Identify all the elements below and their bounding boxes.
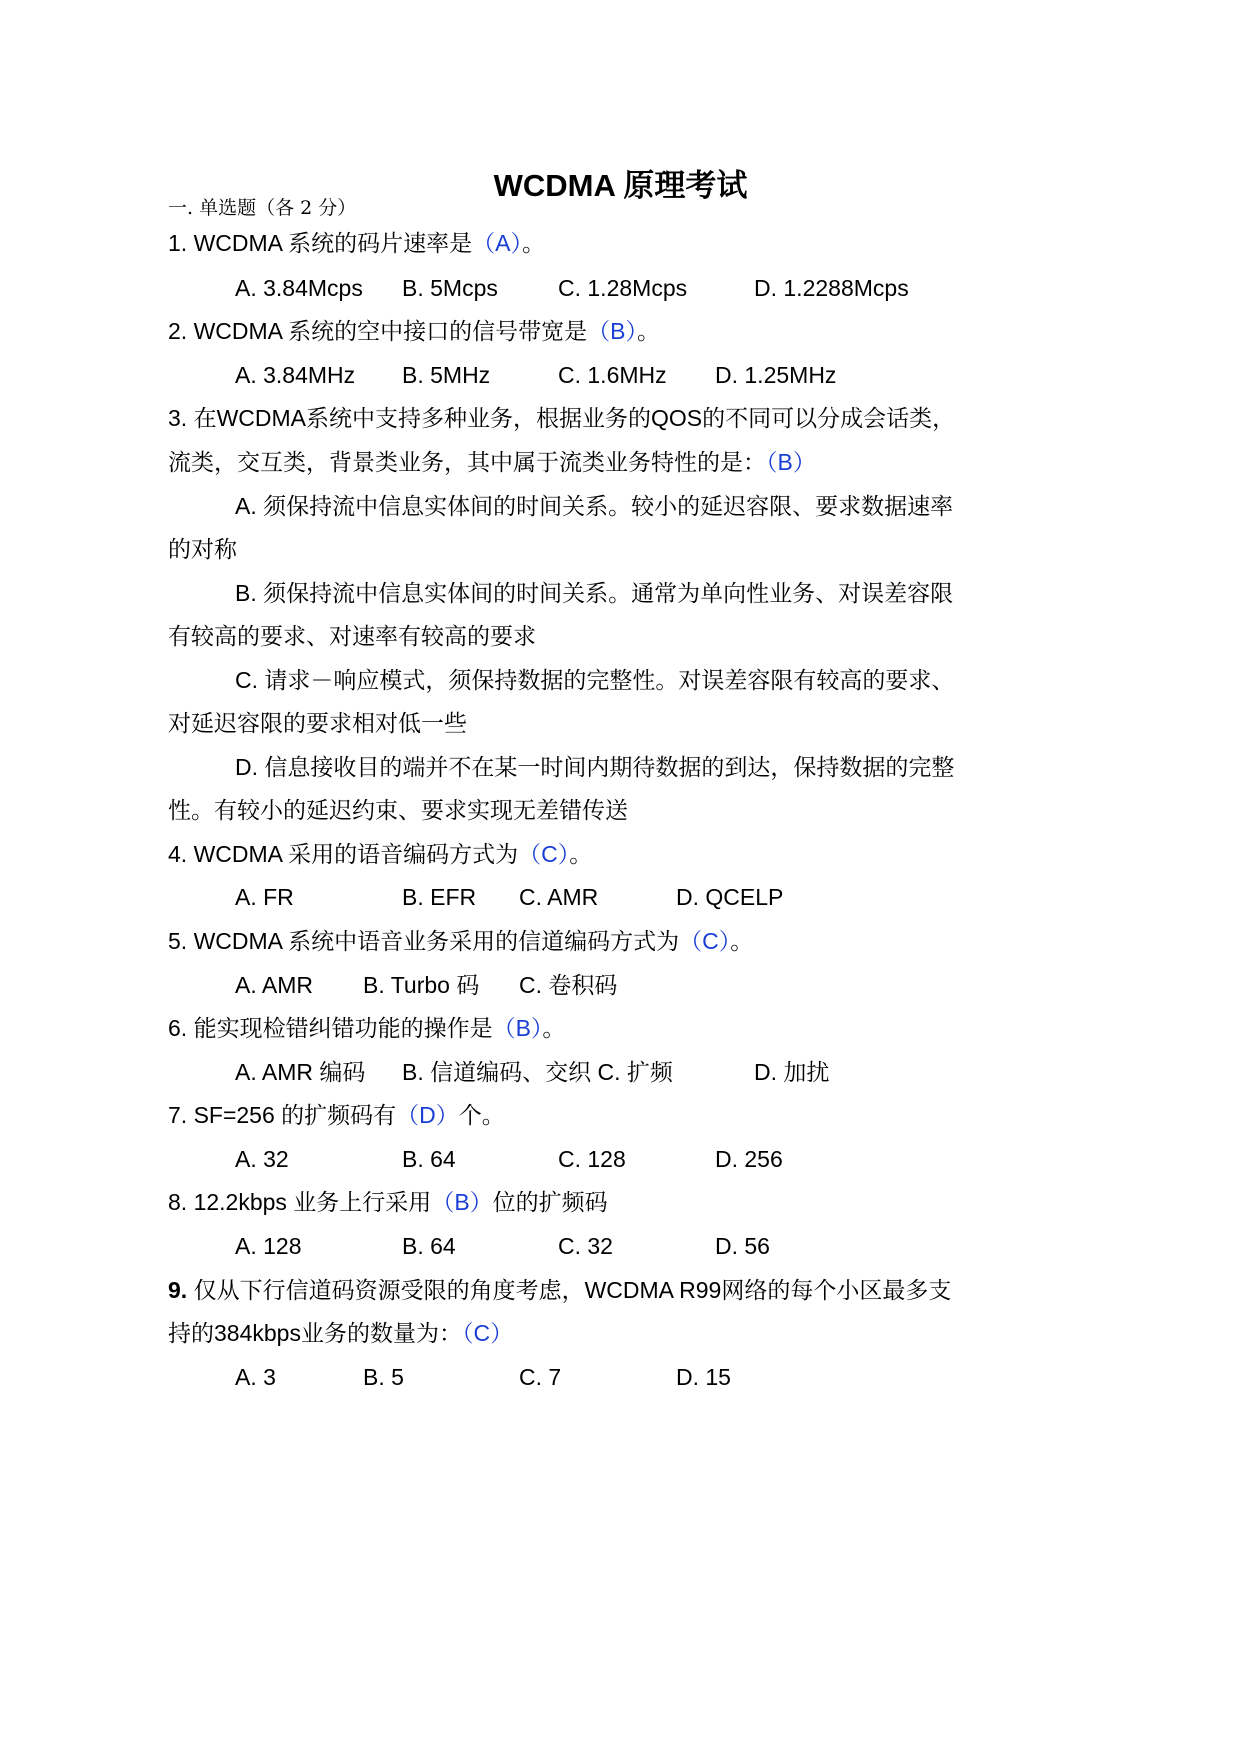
answer-paren-left: （ [431,1189,455,1215]
question-1 [168,228,545,258]
q7-option-d: D. 256 [715,1146,783,1172]
section-header: 一. 单选题（各 2 分） [168,197,357,219]
q3-option-d-line-1: D. 信息接收目的端并不在某一时间内期待数据的到达，保持数据的完整 [235,754,955,780]
question-1-tail: 。 [521,230,545,256]
question-2-answer: B [610,318,626,344]
q4-option-c: C. AMR [519,884,599,910]
question-8 [168,1187,608,1217]
answer-paren-right: ） [792,449,816,475]
q8-option-d: D. 56 [715,1233,770,1259]
q5-option-a: A. AMR [235,972,313,998]
q1-option-c: C. 1.28Mcps [558,275,688,301]
answer-paren-right: ） [469,1189,493,1215]
question-5-answer: C [702,928,719,954]
answer-paren-left: （ [472,230,496,256]
q4-option-d: D. QCELP [676,884,784,910]
q3-option-b-line-2: 有较高的要求、对速率有较高的要求 [168,623,536,649]
q7-option-b: B. 64 [402,1146,456,1172]
question-2 [168,316,660,346]
answer-paren-left: （ [766,449,778,475]
question-9-stem: 仅从下行信道码资源受限的角度考虑，WCDMA R99网络的每个小区最多支 [193,1277,952,1303]
q2-option-d: D. 1.25MHz [715,362,837,388]
question-7-answer: D [419,1102,436,1128]
answer-paren-right: ） [718,928,731,954]
q5-option-c: C. 卷积码 [519,972,618,998]
q5-option-b: B. Turbo 码 [363,972,480,998]
answer-paren-right: ） [530,1015,543,1041]
question-5-tail: 。 [730,928,754,954]
answer-paren-left: （ [518,841,542,867]
q2-option-b: B. 5MHz [402,362,491,388]
question-6 [168,1013,565,1043]
question-7-stem: 7. SF=256 的扩频码有 [168,1102,397,1128]
question-4-stem: 4. WCDMA 采用的语音编码方式为 [168,841,519,867]
answer-paren-left: （ [587,318,611,344]
question-3-answer: B [777,449,793,475]
answer-paren-left: （ [492,1015,516,1041]
question-3-line-1: 3. 在WCDMA系统中支持多种业务，根据业务的QOS的不同可以分成会话类， [168,405,956,431]
answer-paren-right: ） [510,230,522,256]
q9-option-a: A. 3 [235,1364,276,1390]
q9-option-c: C. 7 [519,1364,562,1390]
q3-option-a-line-2: 的对称 [168,536,237,562]
question-2-tail: 。 [636,318,660,344]
answer-paren-right: ） [557,841,570,867]
q3-option-b-line-1: B. 须保持流中信息实体间的时间关系。通常为单向性业务、对误差容限 [235,580,954,606]
q9-option-d: D. 15 [676,1364,731,1390]
page-title: WCDMA 原理考试 [493,168,748,203]
q2-option-a: A. 3.84MHz [235,362,356,388]
q1-option-d: D. 1.2288Mcps [754,275,909,301]
answer-paren-right: ） [625,318,637,344]
q8-option-a: A. 128 [235,1233,302,1259]
q8-option-c: C. 32 [558,1233,613,1259]
question-6-stem: 6. 能实现检错纠错功能的操作是 [168,1015,493,1041]
question-8-answer: B [454,1189,470,1215]
question-5 [168,926,753,956]
q7-option-a: A. 32 [235,1146,289,1172]
question-5-stem: 5. WCDMA 系统中语音业务采用的信道编码方式为 [168,928,680,954]
q3-option-c-line-2: 对延迟容限的要求相对低一些 [168,710,467,736]
question-9-stem-continued: 持的384kbps业务的数量为： [168,1320,462,1346]
question-4-tail: 。 [569,841,593,867]
question-4-answer: C [541,841,558,867]
q3-option-d-line-2: 性。有较小的延迟约束、要求实现无差错传送 [168,797,628,823]
question-9-line-2 [168,1318,513,1348]
q1-option-a: A. 3.84Mcps [235,275,363,301]
question-9-answer: C [473,1320,491,1346]
answer-paren-right: ） [490,1320,514,1346]
q3-option-a-line-1: A. 须保持流中信息实体间的时间关系。较小的延迟容限、要求数据速率 [235,493,954,519]
answer-paren-right: ） [435,1102,459,1128]
question-3-line-2 [168,447,816,477]
question-8-stem: 8. 12.2kbps 业务上行采用 [168,1189,432,1215]
question-6-answer: B [515,1015,531,1041]
question-4 [168,839,592,869]
question-7-tail: 个。 [458,1102,505,1128]
question-6-tail: 。 [542,1015,566,1041]
question-3-stem: 流类，交互类，背景类业务，其中属于流类业务特性的是： [168,449,766,475]
answer-paren-left: （ [679,928,703,954]
q9-option-b: B. 5 [363,1364,404,1390]
q4-option-b: B. EFR [402,884,477,910]
q4-option-a: A. FR [235,884,294,910]
q2-option-c: C. 1.6MHz [558,362,667,388]
question-1-answer: A [495,230,511,256]
question-2-stem: 2. WCDMA 系统的空中接口的信号带宽是 [168,318,588,344]
q7-option-c: C. 128 [558,1146,626,1172]
q1-option-b: B. 5Mcps [402,275,498,301]
question-8-tail: 位的扩频码 [492,1189,608,1215]
question-1-stem: 1. WCDMA 系统的码片速率是 [168,230,473,256]
question-7 [168,1100,505,1130]
q6-option-a: A. AMR 编码 [235,1059,366,1085]
question-9-number: 9. [168,1277,188,1303]
answer-paren-left: （ [396,1102,420,1128]
q6-option-b-c: B. 信道编码、交织 C. 扩频 [402,1059,673,1085]
q6-option-d: D. 加扰 [754,1059,830,1085]
q8-option-b: B. 64 [402,1233,456,1259]
answer-paren-left: （ [461,1320,474,1346]
q3-option-c-line-1: C. 请求－响应模式，须保持数据的完整性。对误差容限有较高的要求、 [235,667,955,693]
question-9-line-1 [168,1275,951,1305]
